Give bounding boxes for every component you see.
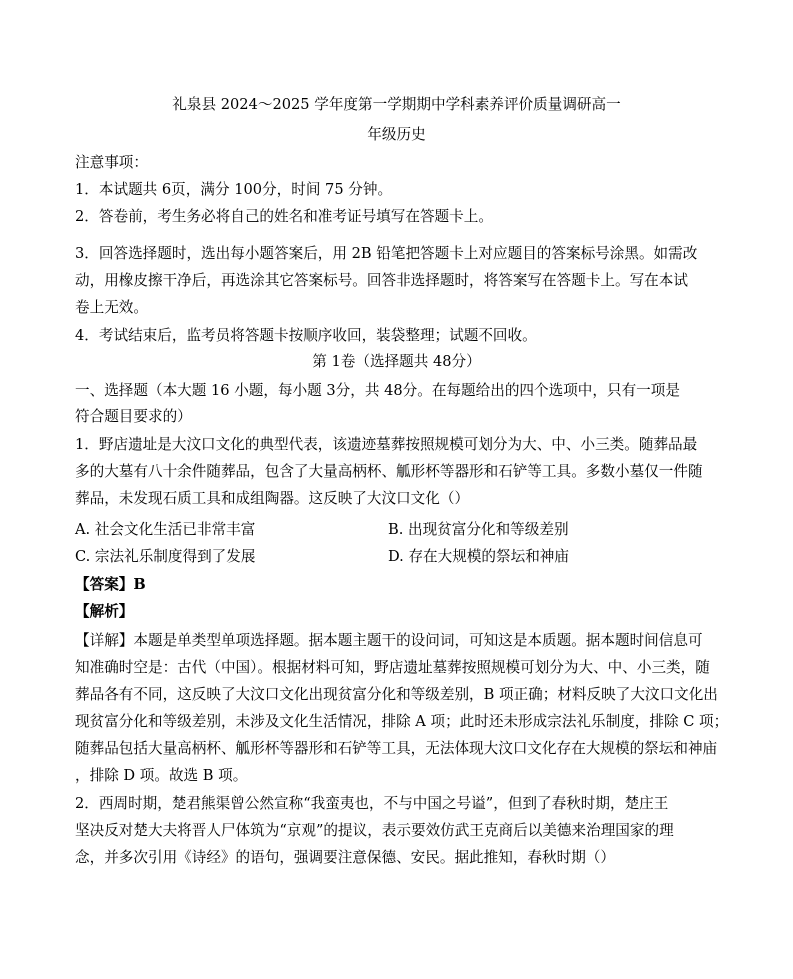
notice-item-4: 4．考试结束后，监考员将答题卡按顺序收回，装袋整理；试题不回收。 [75, 327, 537, 344]
notice-item-3-line-3: 卷上无效。 [75, 299, 148, 316]
section-instruction-line-1: 一、选择题（本大题 16 小题，每小题 3分，共 48分。在每题给出的四个选项中，只有一项是 [75, 382, 680, 399]
notice-item-3-line-2: 动，用橡皮擦干净后，再选涂其它答案标号。回答非选择题时，将答案写在答题卡上。写在本试 [75, 272, 688, 289]
q1-option-b: B. 出现贫富分化和等级差别 [388, 521, 569, 538]
q1-analysis-label: 【解析】 [75, 603, 134, 620]
notice-heading: 注意事项： [75, 154, 148, 171]
q1-answer: 【答案】B [75, 576, 146, 593]
q2-stem-line-2: 坚决反对楚大夫将晋人尸体筑为“京观”的提议，表示要效仿武王克商后以美德来治理国家的理 [75, 822, 674, 839]
q1-detail-line-2: 知准确时空是：古代（中国）。根据材料可知，野店遗址墓葬按照规模可划分为大、中、小三类，随 [75, 659, 710, 676]
volume-title: 第 1卷（选择题共 48分） [312, 353, 481, 370]
q1-detail-line-4: 现贫富分化和等级差别，未涉及文化生活情况，排除 A 项；此时还未形成宗法礼乐制度，排除 C 项； [75, 713, 729, 730]
document-title-line-1: 礼泉县 2024～2025 学年度第一学期期中学科素养评价质量调研高一 [172, 96, 621, 113]
q1-stem-line-1: 1．野店遗址是大汶口文化的典型代表，该遗迹墓葬按照规模可划分为大、中、小三类。随葬品最 [75, 436, 698, 453]
q1-detail-line-6: ，排除 D 项。故选 B 项。 [75, 767, 248, 784]
document-title-line-2: 年级历史 [367, 126, 426, 143]
q2-stem-line-3: 念，并多次引用《诗经》的语句，强调要注意保德、安民。据此推知，春秋时期（） [75, 849, 615, 866]
q1-stem-line-2: 多的大墓有八十余件随葬品，包含了大量高柄杯、觚形杯等器形和石铲等工具。多数小墓仅一件随 [75, 463, 703, 480]
q1-option-c: C. 宗法礼乐制度得到了发展 [75, 548, 256, 565]
notice-item-1: 1．本试题共 6页，满分 100分，时间 75 分钟。 [75, 181, 393, 198]
notice-item-3-line-1: 3．回答选择题时，选出每小题答案后，用 2B 铅笔把答题卡上对应题目的答案标号涂黑。如需改 [75, 245, 698, 262]
q1-stem-line-3: 葬品，未发现石质工具和成组陶器。这反映了大汶口文化（） [75, 490, 470, 507]
q1-detail-line-1: 【详解】本题是单类型单项选择题。据本题主题干的设问词，可知这是本质题。据本题时间信息可 [75, 632, 703, 649]
q1-option-a: A. 社会文化生活已非常丰富 [75, 521, 256, 538]
q2-stem-line-1: 2．西周时期，楚君熊渠曾公然宣称“我蛮夷也，不与中国之号谥”，但到了春秋时期，楚庄王 [75, 795, 669, 812]
q1-option-d: D. 存在大规模的祭坛和神庙 [388, 548, 569, 565]
notice-item-2: 2．答卷前，考生务必将自己的姓名和准考证号填写在答题卡上。 [75, 208, 493, 225]
q1-detail-line-3: 葬品各有不同，这反映了大汶口文化出现贫富分化和等级差别，B 项正确；材料反映了大汶口文化出 [75, 686, 718, 703]
section-instruction-line-2: 符合题目要求的） [75, 408, 192, 425]
q1-detail-line-5: 随葬品包括大量高柄杯、觚形杯等器形和石铲等工具，无法体现大汶口文化存在大规模的祭坛和神庙 [75, 740, 718, 757]
